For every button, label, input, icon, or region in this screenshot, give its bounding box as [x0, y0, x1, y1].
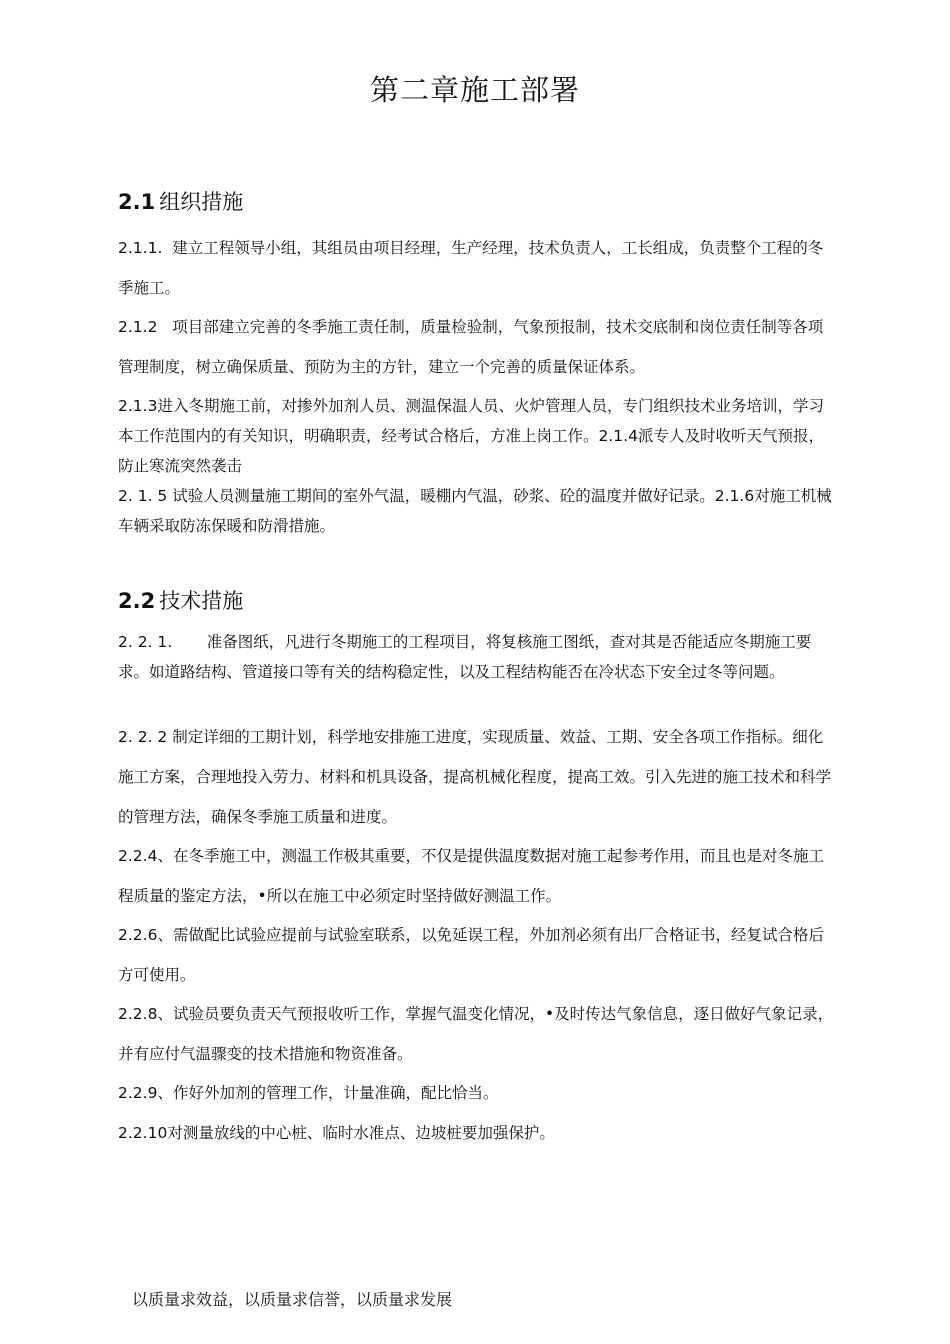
paragraph-text: 试验人员测量施工期间的室外气温，暖棚内气温，砂浆、砼的温度并做好记录。	[172, 487, 715, 505]
paragraph-number: 2.1.6	[714, 487, 755, 505]
paragraph-text: 进入冬期施工前，对掺外加剂人员、测温保温人员、火炉管理人员，专门组织技术业务培训，学习本工作范围内的有关知识，明确职责，经考试合格后，方准上岗工作。	[118, 397, 824, 445]
paragraph-2-1-5	[118, 481, 834, 541]
paragraph-text: 对测量放线的中心桩、临时水准点、边坡桩要加强保护。	[167, 1124, 555, 1142]
paragraph-number: 2.2.10	[118, 1124, 168, 1142]
paragraph-2-2-10	[118, 1113, 834, 1153]
paragraph-text: 建立工程领导小组，其组员由项目经理，生产经理，技术负责人，工长组成，负责整个工程的冬季施工。	[118, 239, 824, 297]
paragraph-number: 2.2.9	[118, 1084, 158, 1102]
paragraph-text: 准备图纸，凡进行冬期施工的工程项目，将复核施工图纸，查对其是否能适应冬期施工要求。如道路结构、管道接口等有关的结构稳定性，以及工程结构能否在冷状态下安全过冬等问题。	[118, 633, 812, 681]
paragraph-2-2-1	[118, 627, 834, 687]
paragraph-number: 2.1.3	[118, 397, 158, 415]
paragraph-text: 对施工机械车辆采取防冻保暖和防滑措施。	[118, 487, 832, 535]
paragraph-2-2-4	[118, 836, 834, 916]
paragraph-text: 、在冬季施工中，测温工作极其重要，不仅是提供温度数据对施工起参考作用，而且也是对冬施工程质量的鉴定方法，•所以在施工中必须定时坚持做好测温工作。	[118, 847, 824, 905]
section-number: 2.1	[118, 190, 156, 214]
paragraph-number: 2. 2. 1.	[118, 633, 173, 651]
paragraph-2-2-6	[118, 915, 834, 995]
section-title: 技术措施	[159, 589, 244, 613]
paragraph-2-1-2	[118, 307, 834, 387]
paragraph-number: 2.1.4	[598, 427, 638, 445]
paragraph-number: 2.2.6	[118, 926, 158, 944]
paragraph-2-2-8	[118, 994, 834, 1074]
page-title: 第二章施工部署	[369, 73, 580, 107]
paragraph-text: 、需做配比试验应提前与试验室联系，以免延误工程，外加剂必须有出厂合格证书，经复试合格后方可使用。	[118, 926, 824, 984]
section-title: 组织措施	[159, 190, 244, 214]
section-heading-2-1	[118, 186, 243, 216]
paragraph-2-1-1	[118, 228, 834, 308]
paragraph-number: 2.1.2	[118, 318, 158, 336]
paragraph-number: 2.1.1.	[118, 239, 163, 257]
section-number: 2.2	[118, 589, 156, 613]
paragraph-number: 2.2.4	[118, 847, 158, 865]
paragraph-text: 、试验员要负责天气预报收听工作，掌握气温变化情况，•及时传达气象信息，逐日做好气象记录，并有应付气温骤变的技术措施和物资准备。	[118, 1005, 834, 1063]
paragraph-2-1-3	[118, 391, 834, 481]
paragraph-text: 派专人及时收听天气预报，防止寒流突然袭击	[118, 427, 824, 475]
paragraph-text: 项目部建立完善的冬季施工责任制，质量检验制，气象预报制，技术交底制和岗位责任制等各项管理制度，树立确保质量、预防为主的方针，建立一个完善的质量保证体系。	[118, 318, 824, 376]
section-heading-2-2	[118, 585, 243, 615]
paragraph-text: 、作好外加剂的管理工作，计量准确，配比恰当。	[157, 1084, 499, 1102]
paragraph-number: 2.2.8	[118, 1005, 158, 1023]
footer-slogan: 以质量求效益，以质量求信誉，以质量求发展	[132, 1290, 453, 1309]
paragraph-text: 制定详细的工期计划，科学地安排施工进度，实现质量、效益、工期、安全各项工作指标。细化施工方案，合理地投入劳力、材料和机具设备，提高机械化程度，提高工效。引入先进的施工技术和科学的管理方法，确保冬季施工质量和进度。	[118, 728, 832, 826]
paragraph-2-2-2	[118, 717, 834, 837]
paragraph-number: 2. 2. 2	[118, 728, 168, 746]
paragraph-2-2-9	[118, 1073, 834, 1113]
paragraph-number: 2. 1. 5	[118, 487, 168, 505]
